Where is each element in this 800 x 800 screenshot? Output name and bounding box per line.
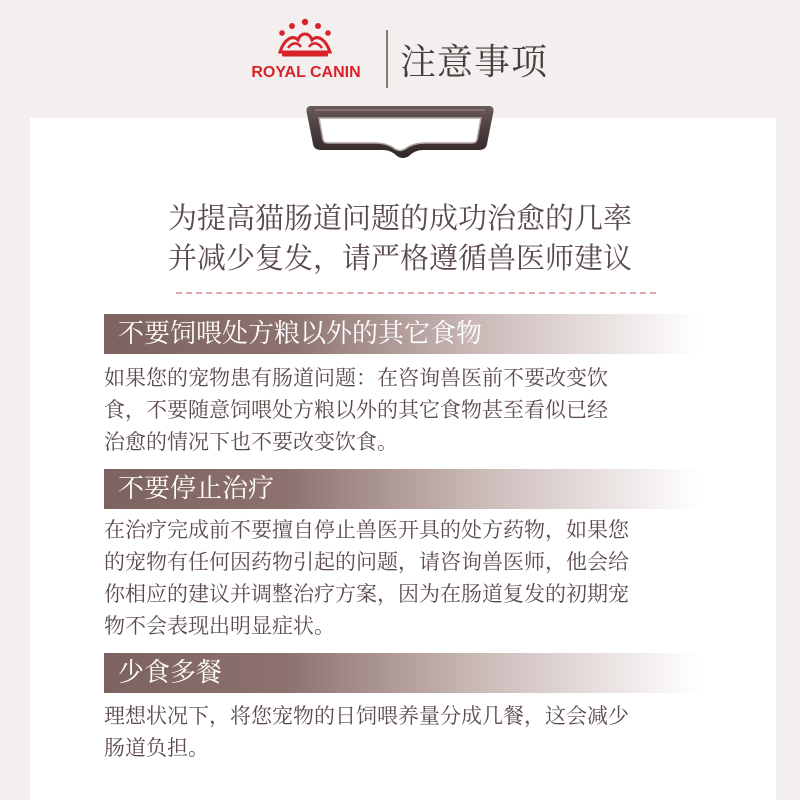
intro-line: 并减少复发，请严格遵循兽医师建议 — [167, 241, 632, 275]
crown-icon — [274, 18, 336, 58]
intro-text — [0, 198, 800, 278]
body-line: 的宠物有任何因药物引起的问题，请咨询兽医师，他会给 — [104, 550, 629, 574]
header — [0, 0, 800, 118]
section-title: 不要停止治疗 — [118, 474, 275, 504]
section-header-treatment — [104, 469, 700, 509]
page-title: 注意事项 — [400, 42, 549, 83]
dashed-divider — [176, 292, 656, 294]
section-header-diet — [104, 314, 700, 354]
section-header-meals — [104, 653, 700, 693]
section-title: 少食多餐 — [118, 658, 223, 688]
section-title: 不要饲喂处方粮以外的其它食物 — [118, 319, 483, 349]
body-line: 你相应的建议并调整治疗方案，因为在肠道复发的初期宠 — [104, 582, 629, 606]
body-line: 如果您的宠物患有肠道问题：在咨询兽医前不要改变饮 — [104, 366, 608, 390]
body-line: 食，不要随意饲喂处方粮以外的其它食物甚至看似已经 — [104, 398, 608, 422]
royal-canin-logo — [232, 18, 380, 90]
body-line: 治愈的情况下也不要改变饮食。 — [104, 430, 398, 454]
body-line: 物不会表现出明显症状。 — [104, 614, 335, 638]
section-body-treatment — [104, 514, 704, 642]
body-line: 理想状况下，将您宠物的日饲喂养量分成几餐，这会减少 — [104, 704, 629, 728]
brand-name: ROYAL CANIN — [251, 64, 361, 81]
intro-line: 为提高猫肠道问题的成功治愈的几率 — [167, 201, 632, 235]
header-divider — [386, 30, 388, 88]
section-body-meals — [104, 700, 704, 764]
section-body-diet — [104, 362, 704, 458]
body-line: 肠道负担。 — [104, 736, 209, 760]
body-line: 在治疗完成前不要擅自停止兽医开具的处方药物，如果您 — [104, 518, 629, 542]
clipboard-clip-icon — [303, 104, 497, 162]
